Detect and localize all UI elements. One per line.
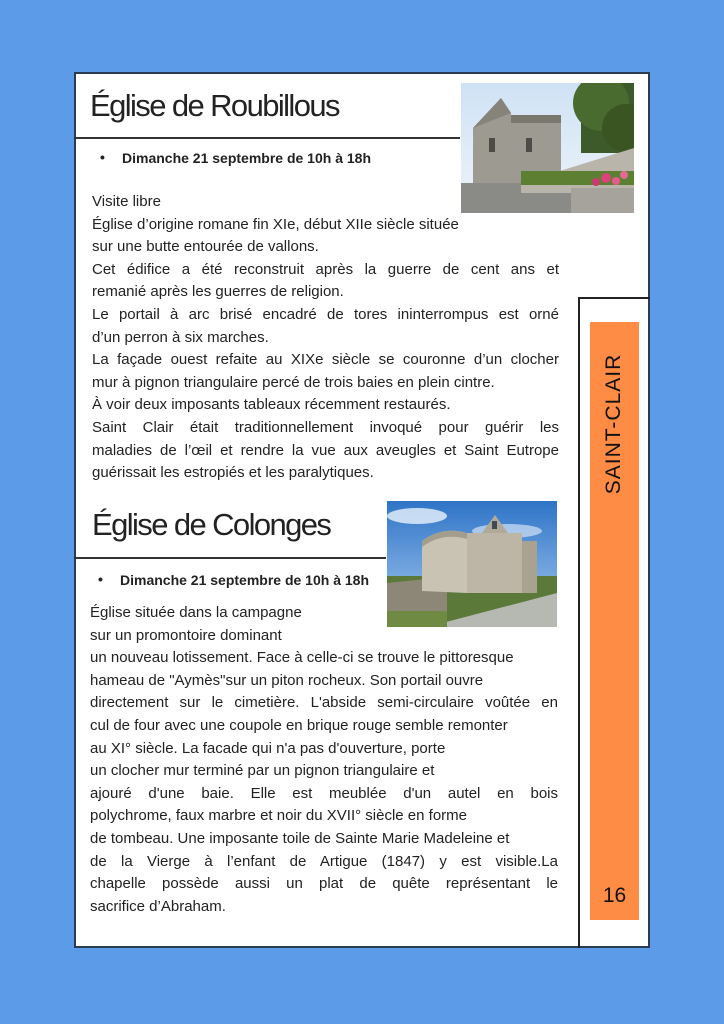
text-line: ajouré d'une baie. Elle est meublée d'un autel en bois bbox=[90, 784, 558, 802]
text-line: Cet édifice a été reconstruit après la guerre de cent ans et bbox=[92, 260, 559, 278]
page-number: 16 bbox=[602, 884, 627, 907]
text-line: Visite libre bbox=[92, 193, 161, 210]
text-line: polychrome, faux marbre et noir du XVII° siècle en forme bbox=[90, 807, 467, 825]
sidebar-band bbox=[590, 322, 639, 920]
text-line: À voir deux imposants tableaux récemment restaurés. bbox=[92, 396, 451, 414]
text-line: Le portail à arc brisé encadré de tores ininterrompus est orné bbox=[92, 305, 559, 323]
text-line: mur à pignon triangulaire percé de trois baies en plein cintre. bbox=[92, 373, 495, 391]
roubillous-title-rule bbox=[74, 137, 460, 139]
text-line: sur un promontoire dominant bbox=[90, 626, 282, 644]
colonges-title: Église de Colonges bbox=[92, 507, 331, 542]
text-line: cul de four avec une coupole en brique rouge semble remonter bbox=[90, 716, 508, 734]
text-line: Saint Clair était traditionnellement invoqué pour guérir les bbox=[92, 418, 559, 436]
text-line: Église située dans la campagne bbox=[90, 604, 302, 621]
colonges-title-rule bbox=[74, 557, 386, 559]
text-line: directement sur le cimetière. L'abside semi-circulaire voûtée en bbox=[90, 694, 558, 712]
sidebar-divider bbox=[578, 298, 580, 948]
text-line: de tombeau. Une imposante toile de Sainte Marie Madeleine et bbox=[90, 829, 510, 847]
text-line: d’un perron à six marches. bbox=[92, 328, 269, 346]
text-line: un nouveau lotissement. Face à celle-ci se trouve le pittoresque bbox=[90, 649, 514, 667]
sidebar-top-rule bbox=[578, 297, 650, 299]
roubillous-body bbox=[92, 191, 559, 485]
colonges-date: • Dimanche 21 septembre de 10h à 18h bbox=[120, 572, 369, 588]
text-line: sur une butte entourée de vallons. bbox=[92, 238, 319, 256]
roubillous-title: Église de Roubillous bbox=[90, 88, 339, 123]
text-line: au XI° siècle. La facade qui n'a pas d'ouverture, porte bbox=[90, 739, 446, 757]
sidebar-label: SAINT-CLAIR bbox=[602, 353, 625, 495]
roubillous-date: • Dimanche 21 septembre de 10h à 18h bbox=[122, 150, 371, 166]
text-line: sacrifice d’Abraham. bbox=[90, 897, 226, 915]
text-line: Église d’origine romane fin XIe, début XIIe siècle située bbox=[92, 215, 459, 233]
text-line: La façade ouest refaite au XIXe siècle se couronne d’un clocher bbox=[92, 351, 559, 369]
text-line: guérissait les estropiés et les paralytiques. bbox=[92, 464, 374, 482]
text-line: un clocher mur terminé par un pignon triangulaire et bbox=[90, 762, 435, 780]
text-line: chapelle possède aussi un plat de quête représentant le bbox=[90, 875, 558, 893]
text-line: remanié après les guerres de religion. bbox=[92, 283, 344, 301]
colonges-body bbox=[90, 602, 558, 918]
text-line: maladies de l’œil et rendre la vue aux aveugles et Saint Eutrope bbox=[92, 441, 559, 459]
text-line: de la Vierge à l’enfant de Artigue (1847) y est visible.La bbox=[90, 852, 558, 870]
text-line: hameau de "Aymès"sur un piton rocheux. Son portail ouvre bbox=[90, 671, 484, 689]
